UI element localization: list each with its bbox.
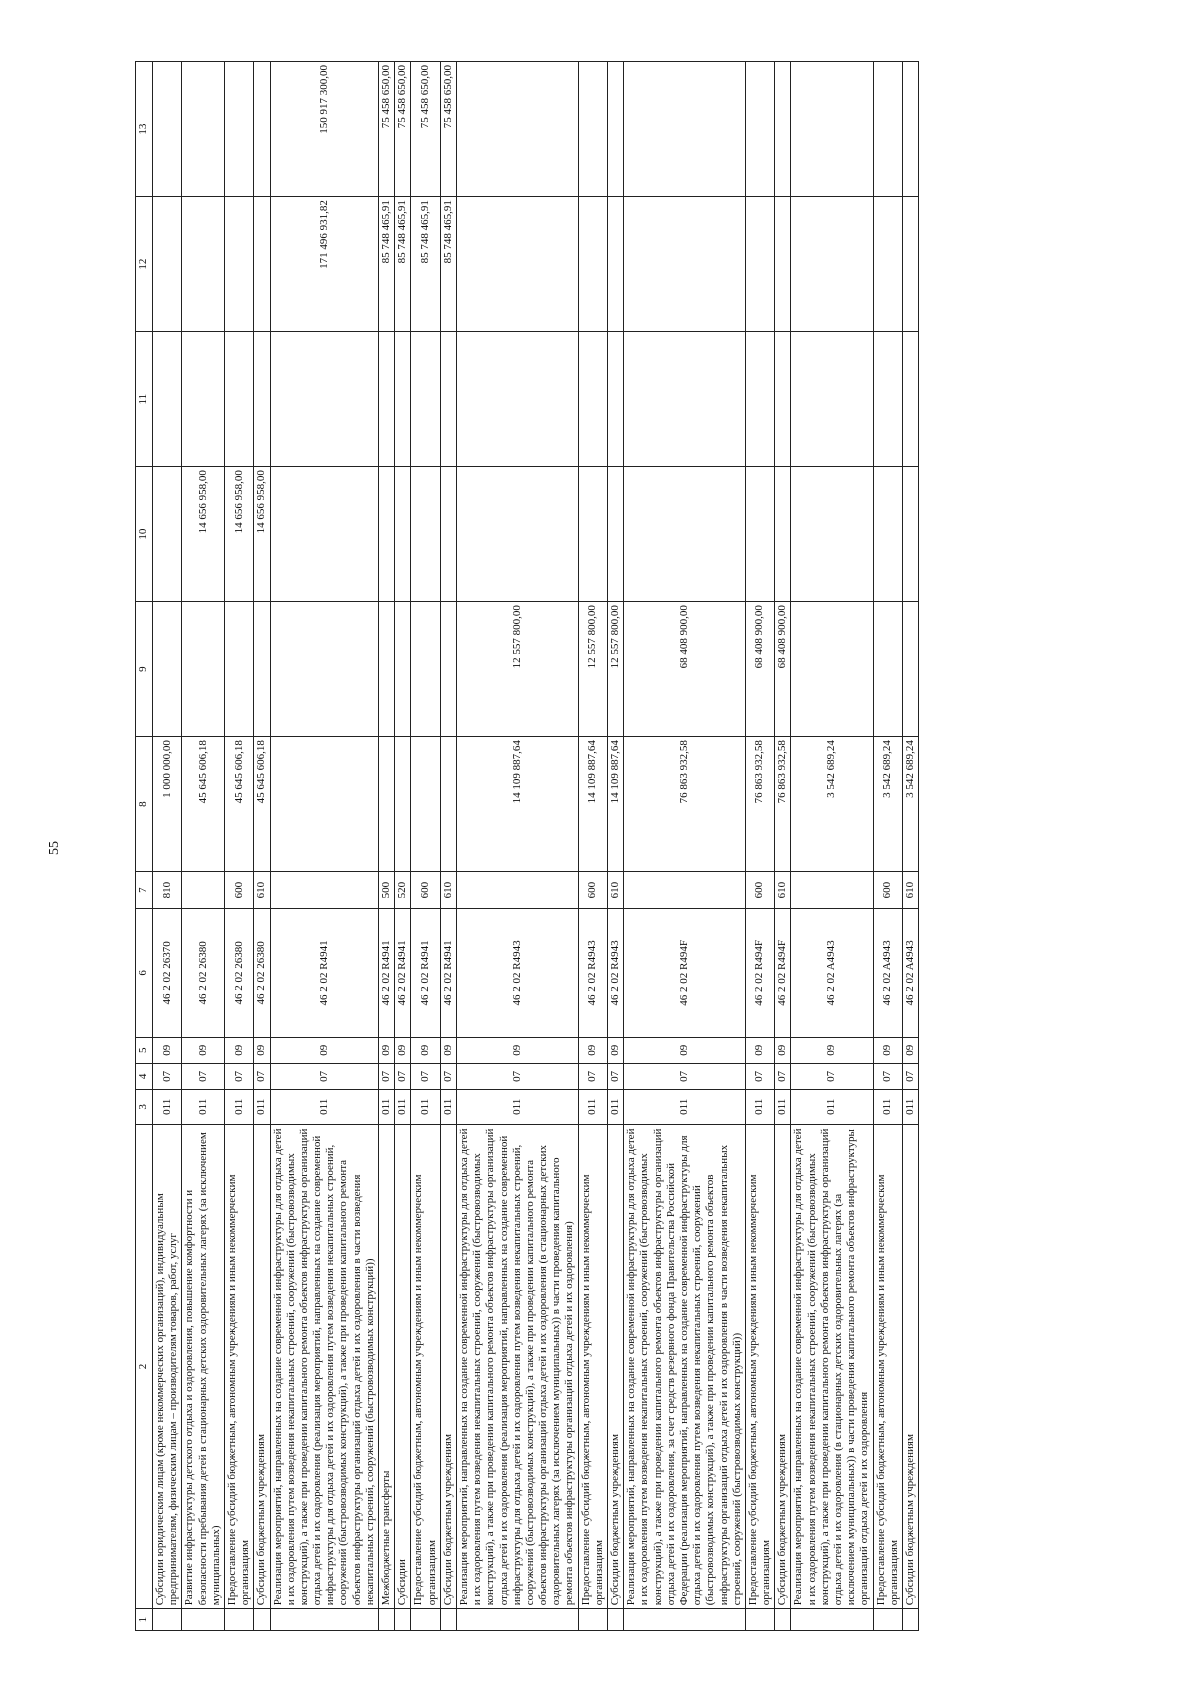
cell-col-8: 76 863 932,58 bbox=[624, 736, 746, 871]
cell-col-3: 011 bbox=[254, 1089, 270, 1124]
row-name-cell: Реализация мероприятий, направленных на создание современной инфраструктуры для отдыха детей и их оздоровления путем возведения некапитальных строений, сооружений (быстровозводимых конструкций), а также при проведении капитального ремонта объектов инфраструктуры организаций отдыха детей и их оздоровления (реализация мероприятий, направленных на создание современной инфраструктуры для отдыха детей и их оздоровления путем возведения некапитальных строений, сооружений (быстровозводимых конструкций), а также при проведении капитального ремонта объектов инфраструктуры организаций отдыха детей и их оздоровления в части возведения некапитальных строений, сооружений (быстровозводимых конструкций)) bbox=[270, 1124, 379, 1609]
cell-col-6: 46 2 02 R4943 bbox=[578, 908, 607, 1036]
empty-index-cell bbox=[153, 1608, 182, 1630]
header-row bbox=[136, 61, 153, 1630]
cell-col-4: 07 bbox=[745, 1063, 774, 1089]
cell-col-8: 45 645 606,18 bbox=[224, 736, 253, 871]
cell-col-6: 46 2 02 R4943 bbox=[608, 908, 624, 1036]
cell-col-10 bbox=[791, 466, 873, 601]
cell-col-12: 171 496 931,82 bbox=[270, 196, 379, 331]
cell-col-5: 09 bbox=[224, 1037, 253, 1063]
cell-col-8: 76 863 932,58 bbox=[775, 736, 791, 871]
cell-col-10 bbox=[775, 466, 791, 601]
cell-col-4: 07 bbox=[902, 1063, 918, 1089]
table-row bbox=[578, 61, 607, 1630]
cell-col-13 bbox=[456, 61, 578, 196]
row-name-cell: Субсидии юридическим лицам (кроме некоммерческих организаций), индивидуальным предпринимателям, физическим лицам – производителям товаров, работ, услуг bbox=[153, 1124, 182, 1609]
empty-index-cell bbox=[873, 1608, 902, 1630]
cell-col-10 bbox=[745, 466, 774, 601]
cell-col-12 bbox=[902, 196, 918, 331]
cell-col-4: 07 bbox=[456, 1063, 578, 1089]
cell-col-8: 3 542 689,24 bbox=[873, 736, 902, 871]
row-name-cell: Предоставление субсидий бюджетным, автономным учреждениям и иным некоммерческим организациям bbox=[578, 1124, 607, 1609]
cell-col-7: 600 bbox=[224, 871, 253, 908]
table-row bbox=[379, 61, 395, 1630]
cell-col-10 bbox=[440, 466, 456, 601]
cell-col-3: 011 bbox=[624, 1089, 746, 1124]
table-row bbox=[395, 61, 411, 1630]
column-header-1: 1 bbox=[136, 1608, 153, 1630]
cell-col-5: 09 bbox=[395, 1037, 411, 1063]
cell-col-9: 68 408 900,00 bbox=[624, 601, 746, 736]
column-header-6: 6 bbox=[136, 908, 153, 1036]
cell-col-7: 810 bbox=[153, 871, 182, 908]
cell-col-5: 09 bbox=[873, 1037, 902, 1063]
empty-index-cell bbox=[745, 1608, 774, 1630]
cell-col-8: 3 542 689,24 bbox=[791, 736, 873, 871]
cell-col-9: 68 408 900,00 bbox=[775, 601, 791, 736]
table-row bbox=[182, 61, 225, 1630]
column-header-5: 5 bbox=[136, 1037, 153, 1063]
cell-col-10 bbox=[270, 466, 379, 601]
cell-col-4: 07 bbox=[624, 1063, 746, 1089]
cell-col-5: 09 bbox=[456, 1037, 578, 1063]
cell-col-11 bbox=[745, 331, 774, 466]
cell-col-5: 09 bbox=[902, 1037, 918, 1063]
table-row bbox=[411, 61, 440, 1630]
cell-col-3: 011 bbox=[182, 1089, 225, 1124]
budget-table-container bbox=[135, 61, 1135, 1631]
cell-col-4: 07 bbox=[440, 1063, 456, 1089]
cell-col-12: 85 748 465,91 bbox=[411, 196, 440, 331]
table-row bbox=[775, 61, 791, 1630]
table-body bbox=[153, 61, 919, 1630]
cell-col-12 bbox=[624, 196, 746, 331]
cell-col-3: 011 bbox=[440, 1089, 456, 1124]
cell-col-4: 07 bbox=[270, 1063, 379, 1089]
cell-col-8 bbox=[270, 736, 379, 871]
cell-col-5: 09 bbox=[608, 1037, 624, 1063]
cell-col-13 bbox=[608, 61, 624, 196]
cell-col-6: 46 2 02 A4943 bbox=[873, 908, 902, 1036]
cell-col-10 bbox=[578, 466, 607, 601]
cell-col-12 bbox=[153, 196, 182, 331]
empty-index-cell bbox=[578, 1608, 607, 1630]
cell-col-3: 011 bbox=[153, 1089, 182, 1124]
cell-col-6: 46 2 02 R4943 bbox=[456, 908, 578, 1036]
cell-col-6: 46 2 02 R494F bbox=[745, 908, 774, 1036]
column-header-3: 3 bbox=[136, 1089, 153, 1124]
cell-col-11 bbox=[182, 331, 225, 466]
cell-col-7: 600 bbox=[745, 871, 774, 908]
row-name-cell: Субсидии bbox=[395, 1124, 411, 1609]
row-name-cell: Реализация мероприятий, направленных на создание современной инфраструктуры для отдыха детей и их оздоровления путем возведения некапитальных строений, сооружений (быстровозводимых конструкций), а также при проведении капитального ремонта объектов инфраструктуры организаций отдыха детей и их оздоровления (реализация мероприятий, направленных на создание современной инфраструктуры для отдыха детей и их оздоровления путем возведения некапитальных строений, сооружений (быстровозводимых конструкций), а также при проведении капитального ремонта объектов инфраструктуры организаций отдыха детей и их оздоровления (в стационарных детских оздоровительных лагерях (за исключением муниципальных)) в части проведения капитального ремонта объектов инфраструктуры организаций отдыха детей и их оздоровления) bbox=[456, 1124, 578, 1609]
cell-col-9 bbox=[440, 601, 456, 736]
cell-col-9: 12 557 800,00 bbox=[578, 601, 607, 736]
cell-col-4: 07 bbox=[379, 1063, 395, 1089]
cell-col-11 bbox=[440, 331, 456, 466]
cell-col-12 bbox=[578, 196, 607, 331]
cell-col-13 bbox=[224, 61, 253, 196]
table-row bbox=[608, 61, 624, 1630]
cell-col-12 bbox=[224, 196, 253, 331]
cell-col-13 bbox=[873, 61, 902, 196]
cell-col-13: 150 917 300,00 bbox=[270, 61, 379, 196]
cell-col-13: 75 458 650,00 bbox=[395, 61, 411, 196]
cell-col-12 bbox=[254, 196, 270, 331]
cell-col-7: 600 bbox=[873, 871, 902, 908]
cell-col-11 bbox=[578, 331, 607, 466]
cell-col-3: 011 bbox=[902, 1089, 918, 1124]
cell-col-4: 07 bbox=[182, 1063, 225, 1089]
cell-col-12 bbox=[775, 196, 791, 331]
cell-col-8 bbox=[411, 736, 440, 871]
cell-col-9 bbox=[873, 601, 902, 736]
cell-col-11 bbox=[379, 331, 395, 466]
cell-col-8 bbox=[395, 736, 411, 871]
cell-col-3: 011 bbox=[873, 1089, 902, 1124]
cell-col-8 bbox=[440, 736, 456, 871]
cell-col-11 bbox=[153, 331, 182, 466]
table-row bbox=[153, 61, 182, 1630]
cell-col-8: 45 645 606,18 bbox=[254, 736, 270, 871]
cell-col-5: 09 bbox=[775, 1037, 791, 1063]
cell-col-8: 76 863 932,58 bbox=[745, 736, 774, 871]
cell-col-12 bbox=[182, 196, 225, 331]
cell-col-7 bbox=[791, 871, 873, 908]
cell-col-3: 011 bbox=[456, 1089, 578, 1124]
table-row bbox=[224, 61, 253, 1630]
cell-col-6: 46 2 02 26380 bbox=[224, 908, 253, 1036]
empty-index-cell bbox=[182, 1608, 225, 1630]
cell-col-11 bbox=[791, 331, 873, 466]
cell-col-11 bbox=[902, 331, 918, 466]
empty-index-cell bbox=[224, 1608, 253, 1630]
cell-col-7: 500 bbox=[379, 871, 395, 908]
cell-col-4: 07 bbox=[873, 1063, 902, 1089]
cell-col-9 bbox=[395, 601, 411, 736]
cell-col-8: 45 645 606,18 bbox=[182, 736, 225, 871]
row-name-cell: Предоставление субсидий бюджетным, автономным учреждениям и иным некоммерческим организациям bbox=[224, 1124, 253, 1609]
cell-col-10: 14 656 958,00 bbox=[182, 466, 225, 601]
empty-index-cell bbox=[395, 1608, 411, 1630]
cell-col-4: 07 bbox=[608, 1063, 624, 1089]
cell-col-3: 011 bbox=[395, 1089, 411, 1124]
column-header-7: 7 bbox=[136, 871, 153, 908]
cell-col-12: 85 748 465,91 bbox=[379, 196, 395, 331]
cell-col-13 bbox=[791, 61, 873, 196]
cell-col-7: 610 bbox=[440, 871, 456, 908]
cell-col-8: 1 000 000,00 bbox=[153, 736, 182, 871]
row-name-cell: Субсидии бюджетным учреждениям bbox=[608, 1124, 624, 1609]
cell-col-5: 09 bbox=[254, 1037, 270, 1063]
cell-col-6: 46 2 02 R4941 bbox=[379, 908, 395, 1036]
cell-col-13 bbox=[775, 61, 791, 196]
cell-col-6: 46 2 02 26370 bbox=[153, 908, 182, 1036]
cell-col-6: 46 2 02 R494F bbox=[624, 908, 746, 1036]
table-row bbox=[270, 61, 379, 1630]
cell-col-13: 75 458 650,00 bbox=[411, 61, 440, 196]
cell-col-10 bbox=[873, 466, 902, 601]
cell-col-13 bbox=[745, 61, 774, 196]
cell-col-9: 12 557 800,00 bbox=[456, 601, 578, 736]
cell-col-3: 011 bbox=[578, 1089, 607, 1124]
cell-col-4: 07 bbox=[254, 1063, 270, 1089]
cell-col-11 bbox=[395, 331, 411, 466]
cell-col-6: 46 2 02 R4941 bbox=[395, 908, 411, 1036]
cell-col-3: 011 bbox=[224, 1089, 253, 1124]
cell-col-6: 46 2 02 R4941 bbox=[411, 908, 440, 1036]
cell-col-3: 011 bbox=[411, 1089, 440, 1124]
cell-col-5: 09 bbox=[182, 1037, 225, 1063]
cell-col-12: 85 748 465,91 bbox=[395, 196, 411, 331]
cell-col-11 bbox=[775, 331, 791, 466]
table-row bbox=[456, 61, 578, 1630]
cell-col-9 bbox=[153, 601, 182, 736]
table-row bbox=[902, 61, 918, 1630]
cell-col-6: 46 2 02 R4941 bbox=[440, 908, 456, 1036]
cell-col-10: 14 656 958,00 bbox=[224, 466, 253, 601]
cell-col-11 bbox=[224, 331, 253, 466]
cell-col-11 bbox=[411, 331, 440, 466]
cell-col-11 bbox=[608, 331, 624, 466]
cell-col-7 bbox=[182, 871, 225, 908]
cell-col-4: 07 bbox=[395, 1063, 411, 1089]
cell-col-9 bbox=[791, 601, 873, 736]
table-row bbox=[873, 61, 902, 1630]
cell-col-10 bbox=[902, 466, 918, 601]
cell-col-6: 46 2 02 R4941 bbox=[270, 908, 379, 1036]
cell-col-7 bbox=[270, 871, 379, 908]
cell-col-4: 07 bbox=[578, 1063, 607, 1089]
empty-index-cell bbox=[440, 1608, 456, 1630]
column-header-4: 4 bbox=[136, 1063, 153, 1089]
row-name-cell: Предоставление субсидий бюджетным, автономным учреждениям и иным некоммерческим организациям bbox=[411, 1124, 440, 1609]
cell-col-5: 09 bbox=[411, 1037, 440, 1063]
cell-col-12 bbox=[456, 196, 578, 331]
cell-col-9: 68 408 900,00 bbox=[745, 601, 774, 736]
cell-col-12: 85 748 465,91 bbox=[440, 196, 456, 331]
row-name-cell: Реализация мероприятий, направленных на создание современной инфраструктуры для отдыха детей и их оздоровления путем возведения некапитальных строений, сооружений (быстровозводимых конструкций), а также при проведении капитального ремонта объектов инфраструктуры организаций отдыха детей и их оздоровления, за счет средств резервного фонда Правительства Российской Федерации (реализация мероприятий, направленных на создание современной инфраструктуры для отдыха детей и их оздоровления путем возведения некапитальных строений, сооружений (быстровозводимых конструкций), а также при проведении капитального ремонта объектов инфраструктуры организаций отдыха детей и их оздоровления в части возведения некапитальных строений, сооружений (быстровозводимых конструкций)) bbox=[624, 1124, 746, 1609]
cell-col-10 bbox=[411, 466, 440, 601]
cell-col-9 bbox=[254, 601, 270, 736]
column-header-10: 10 bbox=[136, 466, 153, 601]
empty-index-cell bbox=[775, 1608, 791, 1630]
cell-col-9 bbox=[411, 601, 440, 736]
empty-index-cell bbox=[456, 1608, 578, 1630]
row-name-cell: Субсидии бюджетным учреждениям bbox=[440, 1124, 456, 1609]
column-header-12: 12 bbox=[136, 196, 153, 331]
cell-col-13: 75 458 650,00 bbox=[379, 61, 395, 196]
cell-col-12 bbox=[608, 196, 624, 331]
cell-col-4: 07 bbox=[791, 1063, 873, 1089]
cell-col-7: 610 bbox=[902, 871, 918, 908]
cell-col-3: 011 bbox=[791, 1089, 873, 1124]
cell-col-9 bbox=[379, 601, 395, 736]
empty-index-cell bbox=[791, 1608, 873, 1630]
cell-col-6: 46 2 02 26380 bbox=[182, 908, 225, 1036]
column-header-8: 8 bbox=[136, 736, 153, 871]
row-name-cell: Субсидии бюджетным учреждениям bbox=[902, 1124, 918, 1609]
cell-col-10 bbox=[395, 466, 411, 601]
cell-col-9 bbox=[182, 601, 225, 736]
cell-col-5: 09 bbox=[379, 1037, 395, 1063]
column-header-9: 9 bbox=[136, 601, 153, 736]
cell-col-13 bbox=[902, 61, 918, 196]
cell-col-8: 14 109 887,64 bbox=[578, 736, 607, 871]
page-number: 55 bbox=[47, 841, 62, 855]
cell-col-13 bbox=[624, 61, 746, 196]
cell-col-3: 011 bbox=[379, 1089, 395, 1124]
cell-col-4: 07 bbox=[224, 1063, 253, 1089]
cell-col-13 bbox=[578, 61, 607, 196]
empty-index-cell bbox=[254, 1608, 270, 1630]
cell-col-3: 011 bbox=[608, 1089, 624, 1124]
cell-col-3: 011 bbox=[745, 1089, 774, 1124]
table-row bbox=[624, 61, 746, 1630]
cell-col-13 bbox=[153, 61, 182, 196]
cell-col-9 bbox=[902, 601, 918, 736]
cell-col-11 bbox=[456, 331, 578, 466]
cell-col-5: 09 bbox=[624, 1037, 746, 1063]
column-header-13: 13 bbox=[136, 61, 153, 196]
cell-col-10: 14 656 958,00 bbox=[254, 466, 270, 601]
column-header-2: 2 bbox=[136, 1124, 153, 1609]
cell-col-5: 09 bbox=[578, 1037, 607, 1063]
cell-col-7: 520 bbox=[395, 871, 411, 908]
cell-col-10 bbox=[153, 466, 182, 601]
cell-col-8 bbox=[379, 736, 395, 871]
budget-table bbox=[135, 61, 919, 1631]
cell-col-8: 14 109 887,64 bbox=[456, 736, 578, 871]
cell-col-3: 011 bbox=[775, 1089, 791, 1124]
cell-col-5: 09 bbox=[745, 1037, 774, 1063]
empty-index-cell bbox=[902, 1608, 918, 1630]
empty-index-cell bbox=[270, 1608, 379, 1630]
cell-col-6: 46 2 02 26380 bbox=[254, 908, 270, 1036]
cell-col-8: 3 542 689,24 bbox=[902, 736, 918, 871]
table-row bbox=[440, 61, 456, 1630]
cell-col-6: 46 2 02 R494F bbox=[775, 908, 791, 1036]
cell-col-7 bbox=[456, 871, 578, 908]
cell-col-10 bbox=[456, 466, 578, 601]
cell-col-11 bbox=[254, 331, 270, 466]
empty-index-cell bbox=[624, 1608, 746, 1630]
cell-col-7: 610 bbox=[608, 871, 624, 908]
cell-col-4: 07 bbox=[775, 1063, 791, 1089]
cell-col-6: 46 2 02 A4943 bbox=[791, 908, 873, 1036]
cell-col-10 bbox=[608, 466, 624, 601]
cell-col-13: 75 458 650,00 bbox=[440, 61, 456, 196]
table-row bbox=[254, 61, 270, 1630]
cell-col-10 bbox=[379, 466, 395, 601]
column-header-11: 11 bbox=[136, 331, 153, 466]
row-name-cell: Развитие инфраструктуры детского отдыха и оздоровления, повышение комфортности и безопасности пребывания детей в стационарных детских оздоровительных лагерях (за исключением муниципальных) bbox=[182, 1124, 225, 1609]
cell-col-7 bbox=[624, 871, 746, 908]
row-name-cell: Предоставление субсидий бюджетным, автономным учреждениям и иным некоммерческим организациям bbox=[873, 1124, 902, 1609]
cell-col-12 bbox=[791, 196, 873, 331]
cell-col-10 bbox=[624, 466, 746, 601]
row-name-cell: Межбюджетные трансферты bbox=[379, 1124, 395, 1609]
empty-index-cell bbox=[608, 1608, 624, 1630]
cell-col-4: 07 bbox=[153, 1063, 182, 1089]
cell-col-7: 600 bbox=[578, 871, 607, 908]
cell-col-11 bbox=[270, 331, 379, 466]
row-name-cell: Субсидии бюджетным учреждениям bbox=[254, 1124, 270, 1609]
table-row bbox=[791, 61, 873, 1630]
cell-col-12 bbox=[745, 196, 774, 331]
cell-col-5: 09 bbox=[791, 1037, 873, 1063]
cell-col-11 bbox=[873, 331, 902, 466]
cell-col-5: 09 bbox=[270, 1037, 379, 1063]
cell-col-12 bbox=[873, 196, 902, 331]
cell-col-8: 14 109 887,64 bbox=[608, 736, 624, 871]
cell-col-13 bbox=[182, 61, 225, 196]
cell-col-5: 09 bbox=[440, 1037, 456, 1063]
table-row bbox=[745, 61, 774, 1630]
empty-index-cell bbox=[411, 1608, 440, 1630]
cell-col-7: 610 bbox=[254, 871, 270, 908]
cell-col-13 bbox=[254, 61, 270, 196]
cell-col-7: 600 bbox=[411, 871, 440, 908]
cell-col-3: 011 bbox=[270, 1089, 379, 1124]
empty-index-cell bbox=[379, 1608, 395, 1630]
cell-col-4: 07 bbox=[411, 1063, 440, 1089]
cell-col-9 bbox=[224, 601, 253, 736]
row-name-cell: Субсидии бюджетным учреждениям bbox=[775, 1124, 791, 1609]
row-name-cell: Реализация мероприятий, направленных на создание современной инфраструктуры для отдыха детей и их оздоровления путем возведения некапитальных строений, сооружений (быстровозводимых конструкций), а также при проведении капитального ремонта объектов инфраструктуры организаций отдыха детей и их оздоровления (в стационарных детских оздоровительных лагерях (за исключением муниципальных)) в части проведения капитального ремонта объектов инфраструктуры организаций отдыха детей и их оздоровления bbox=[791, 1124, 873, 1609]
cell-col-9: 12 557 800,00 bbox=[608, 601, 624, 736]
cell-col-7: 610 bbox=[775, 871, 791, 908]
cell-col-9 bbox=[270, 601, 379, 736]
cell-col-11 bbox=[624, 331, 746, 466]
row-name-cell: Предоставление субсидий бюджетным, автономным учреждениям и иным некоммерческим организациям bbox=[745, 1124, 774, 1609]
cell-col-5: 09 bbox=[153, 1037, 182, 1063]
cell-col-6: 46 2 02 A4943 bbox=[902, 908, 918, 1036]
